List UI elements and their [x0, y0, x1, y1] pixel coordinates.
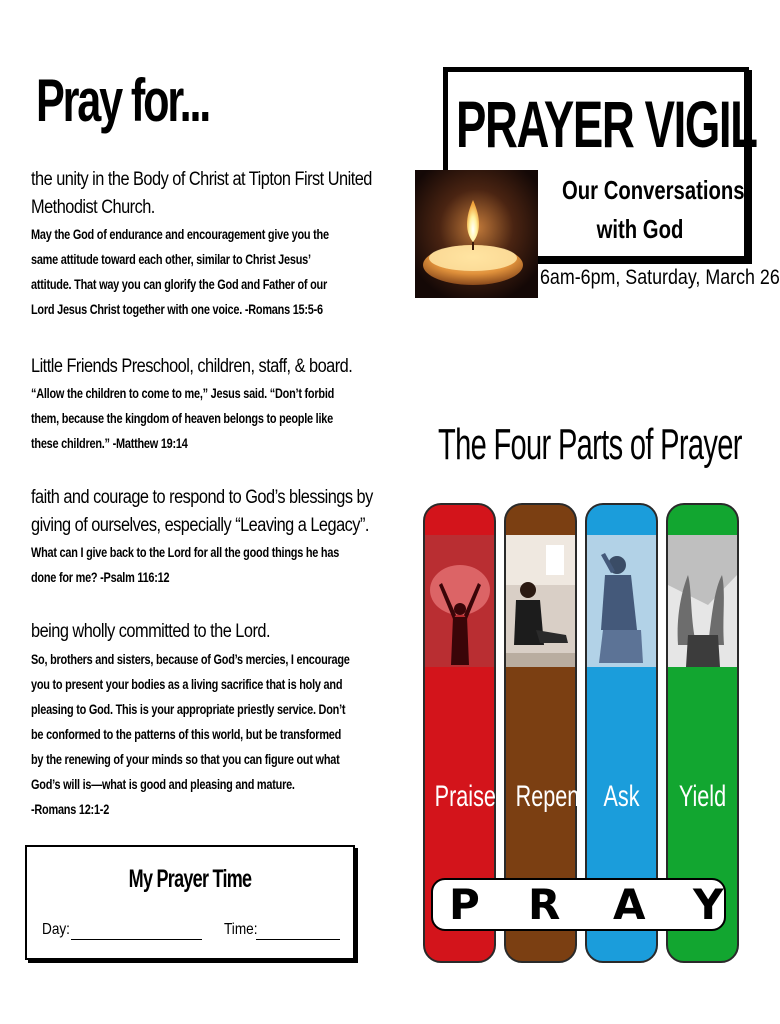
section-3-verse-line-1: What can I give back to the Lord for all the good things he has	[31, 544, 340, 560]
pray-letter-p: P	[449, 880, 480, 929]
section-4-verse-line-2: you to present your bodies as a living sacrifice that is holy and	[31, 676, 343, 692]
section-1-verse-line-2: same attitude toward each other, similar to Christ Jesus’	[31, 251, 311, 267]
section-1-head-line-2: Methodist Church.	[31, 197, 155, 218]
candle-photo	[415, 170, 538, 298]
pray-for-heading: Pray for...	[36, 67, 210, 134]
subtitle-line-1: Our Conversations	[562, 175, 745, 205]
prayer-vigil-title: PRAYER VIGIL	[456, 87, 757, 161]
pray-acronym-bar	[431, 878, 726, 931]
section-2-verse-line-2: them, because the kingdom of heaven belongs to people like	[31, 410, 333, 426]
prayer-box-title: My Prayer Time	[128, 865, 252, 893]
repent-photo	[506, 535, 575, 667]
subtitle-line-2: with God	[596, 214, 684, 244]
section-4-verse-line-3: pleasing to God. This is your appropriate priestly service. Don’t	[31, 701, 346, 717]
yield-label: Yield	[678, 780, 727, 813]
praise-label: Praise	[434, 780, 496, 813]
event-date-time: 6am-6pm, Saturday, March 26	[540, 266, 780, 289]
yield-photo	[668, 535, 737, 667]
ask-label: Ask	[603, 780, 640, 813]
day-field[interactable]	[71, 939, 202, 940]
section-2-verse-line-3: these children.” -Matthew 19:14	[31, 435, 188, 451]
section-3-head-line-2: giving of ourselves, especially “Leaving a Legacy”.	[31, 515, 369, 536]
section-2-head-line-1: Little Friends Preschool, children, staff, & board.	[31, 356, 353, 377]
section-3-verse-line-2: done for me? -Psalm 116:12	[31, 569, 170, 585]
pray-letter-a: A	[613, 880, 646, 929]
section-4-verse-line-4: be conformed to the patterns of this world, but be transformed	[31, 726, 342, 742]
section-1-verse-line-3: attitude. That way you can glorify the God and Father of our	[31, 276, 327, 292]
four-parts-heading: The Four Parts of Prayer	[438, 420, 742, 469]
section-1-verse-line-1: May the God of endurance and encouragement give you the	[31, 226, 329, 242]
time-label: Time:	[224, 921, 258, 938]
my-prayer-time-box	[25, 845, 355, 960]
pray-letter-y: Y	[693, 880, 724, 929]
section-4-verse-line-7: -Romans 12:1-2	[31, 801, 110, 817]
section-3-head-line-1: faith and courage to respond to God’s blessings by	[31, 487, 373, 508]
section-4-verse-line-6: God’s will is—what is good and pleasing and mature.	[31, 776, 295, 792]
pray-letter-r: R	[528, 880, 561, 929]
section-2-verse-line-1: “Allow the children to come to me,” Jesus said. “Don’t forbid	[31, 385, 335, 401]
time-field[interactable]	[256, 939, 340, 940]
repent-label: Repent	[515, 780, 586, 813]
section-1-head-line-1: the unity in the Body of Christ at Tipton First United	[31, 169, 372, 190]
section-4-head-line-1: being wholly committed to the Lord.	[31, 621, 270, 642]
day-label: Day:	[42, 921, 70, 938]
ask-photo	[587, 535, 656, 667]
praise-photo	[425, 535, 494, 667]
section-4-verse-line-5: by the renewing of your minds so that you can figure out what	[31, 751, 340, 767]
section-1-verse-line-4: Lord Jesus Christ together with one voice. -Romans 15:5-6	[31, 301, 323, 317]
section-4-verse-line-1: So, brothers and sisters, because of God’s mercies, I encourage	[31, 651, 350, 667]
